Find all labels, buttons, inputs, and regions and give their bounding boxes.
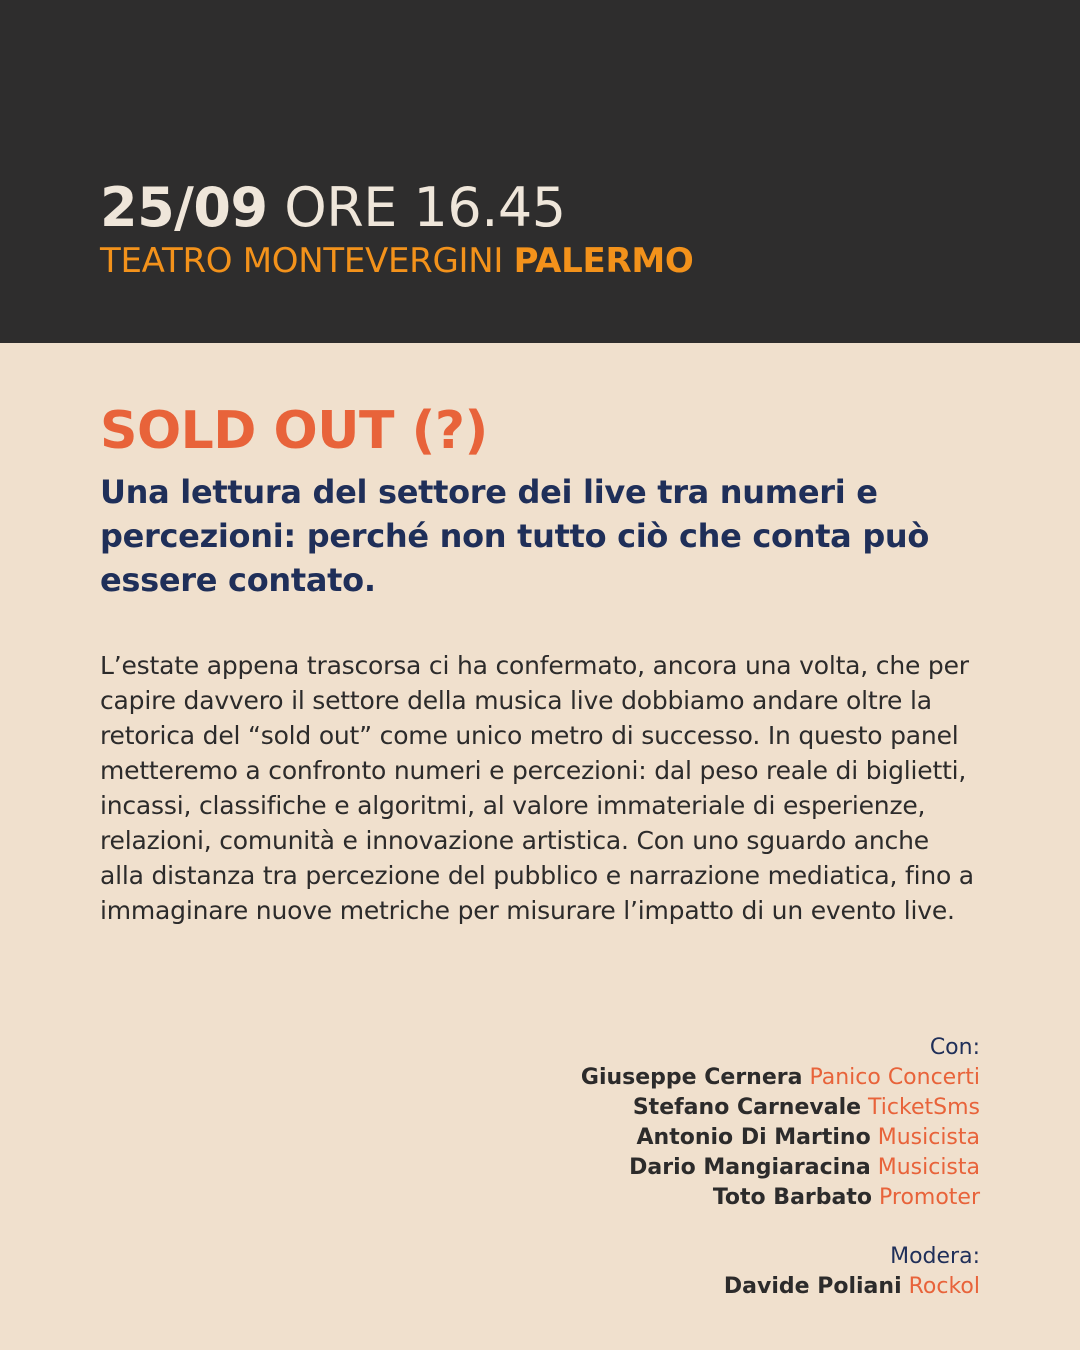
- speaker-row: [581, 1093, 980, 1123]
- event-subtitle: Una lettura del settore dei live tra numeri e percezioni: perché non tutto ciò che conta può essere contato.: [100, 473, 930, 599]
- speaker-role: Promoter: [879, 1185, 980, 1210]
- moderator-row: [581, 1272, 980, 1302]
- speaker-row: [581, 1183, 980, 1213]
- event-date: 25/09: [100, 176, 268, 239]
- credits-block: [581, 1033, 980, 1302]
- speakers-label: Con:: [929, 1035, 980, 1060]
- speaker-role: Panico Concerti: [809, 1065, 980, 1090]
- moderator-label: Modera:: [890, 1244, 980, 1269]
- speaker-name: Toto Barbato: [712, 1185, 872, 1210]
- venue-name: TEATRO MONTEVERGINI: [100, 241, 504, 281]
- event-datetime: [100, 172, 566, 244]
- speaker-name: Stefano Carnevale: [632, 1095, 862, 1120]
- speaker-name: Giuseppe Cernera: [580, 1065, 803, 1090]
- moderator-role: Rockol: [908, 1274, 980, 1299]
- venue-city: PALERMO: [513, 241, 694, 281]
- event-title: SOLD OUT (?): [100, 401, 488, 461]
- credits-spacer: [581, 1213, 980, 1242]
- main-content: [0, 343, 1080, 1350]
- speaker-row: [581, 1063, 980, 1093]
- speaker-name: Dario Mangiaracina: [629, 1155, 871, 1180]
- speaker-name: Antonio Di Martino: [636, 1125, 871, 1150]
- speaker-role: Musicista: [877, 1155, 980, 1180]
- event-venue: [100, 238, 693, 284]
- speaker-role: Musicista: [877, 1125, 980, 1150]
- speaker-row: [581, 1123, 980, 1153]
- event-description: L’estate appena trascorsa ci ha confermato, ancora una volta, che per capire davvero il settore della musica live dobbiamo andare oltre la retorica del “sold out” come unico metro di successo. In questo panel metteremo a confronto numeri e percezioni: dal peso reale di biglietti, incassi, classifiche e algoritmi, al valore immateriale di esperienze, relazioni, comunità e innovazione artistica. Con uno sguardo anche alla distanza tra percezione del pubblico e narrazione mediatica, fino a immaginare nuove metriche per misurare l’impatto di un evento live.: [100, 651, 974, 925]
- event-time: ORE 16.45: [284, 176, 566, 239]
- moderator-name: Davide Poliani: [723, 1274, 902, 1299]
- speaker-row: [581, 1153, 980, 1183]
- header-band: [0, 0, 1080, 343]
- speaker-role: TicketSms: [868, 1095, 980, 1120]
